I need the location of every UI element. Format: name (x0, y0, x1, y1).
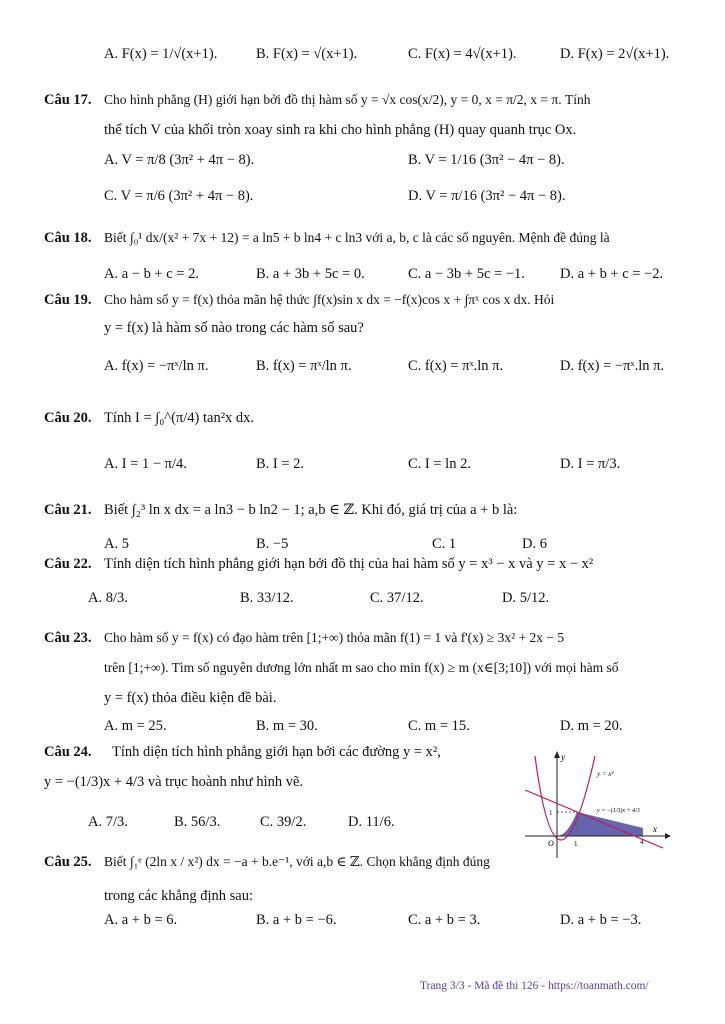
q25-number: Câu 25. (44, 854, 92, 870)
q17-number: Câu 17. (44, 92, 92, 108)
q21-number: Câu 21. (44, 502, 92, 518)
q24-label-one-x: 1 (574, 840, 578, 848)
q25-option-d: D. a + b = −3. (560, 912, 642, 928)
q25-option-b: B. a + b = −6. (256, 912, 337, 928)
q21-text: Biết ∫₂³ ln x dx = a ln3 − b ln2 − 1; a,b ∈ ℤ. Khi đó, giá trị của a + b là: (104, 502, 518, 518)
q17-option-c: C. V = π/6 (3π² + 4π − 8). (104, 188, 254, 204)
q24-label-four-x: 4 (640, 838, 644, 846)
q20-option-b: B. I = 2. (256, 456, 305, 472)
q24-graph (525, 748, 673, 860)
q18-number: Câu 18. (44, 230, 92, 246)
q24-text-line1: Tính diện tích hình phẳng giới hạn bởi các đường y = x², (112, 744, 441, 760)
q23-text-line1: Cho hàm số y = f(x) có đạo hàm trên [1;+∞) thỏa mãn f(1) = 1 và f'(x) ≥ 3x² + 2x − 5 (104, 630, 565, 645)
q17-option-a: A. V = π/8 (3π² + 4π − 8). (104, 152, 255, 168)
q24-text-line2: y = −(1/3)x + 4/3 và trục hoành như hình vẽ. (44, 774, 304, 790)
q24-number: Câu 24. (44, 744, 92, 760)
q19-text-line2: y = f(x) là hàm số nào trong các hàm số sau? (104, 320, 364, 336)
q20-option-c: C. I = ln 2. (408, 456, 471, 472)
q24-option-c: C. 39/2. (260, 814, 307, 830)
q22-number: Câu 22. (44, 556, 92, 572)
q19-text-line1: Cho hàm số y = f(x) thỏa mãn hệ thức ∫f(x)sin x dx = −f(x)cos x + ∫πˣ cos x dx. Hỏi (104, 292, 555, 307)
q23-text-line3: y = f(x) thỏa điều kiện đề bài. (104, 690, 277, 706)
q24-label-line: y = −(1/3)x + 4/3 (597, 808, 640, 814)
q16-option-d: D. F(x) = 2√(x+1). (560, 46, 670, 62)
q18-text: Biết ∫₀¹ dx/(x² + 7x + 12) = a ln5 + b ln4 + c ln3 với a, b, c là các số nguyên. Mệnh đề đúng là (104, 230, 610, 245)
q22-option-d: D. 5/12. (502, 590, 550, 606)
q20-number: Câu 20. (44, 410, 92, 426)
q17-option-d: D. V = π/16 (3π² − 4π − 8). (408, 188, 566, 204)
q23-text-line2: trên [1;+∞). Tìm số nguyên dương lớn nhất m sao cho min f(x) ≥ m (x∈[3;10]) với mọi hàm số (104, 660, 619, 675)
q24-option-a: A. 7/3. (88, 814, 128, 830)
q22-option-a: A. 8/3. (88, 590, 128, 606)
q22-option-b: B. 33/12. (240, 590, 294, 606)
q24-x-arrow (665, 833, 671, 839)
q17-text-line2: thể tích V của khối tròn xoay sinh ra khi cho hình phẳng (H) quay quanh trục Ox. (104, 122, 577, 138)
q20-text: Tính I = ∫₀^(π/4) tan²x dx. (104, 410, 255, 426)
q18-option-d: D. a + b + c = −2. (560, 266, 664, 282)
q24-option-d: D. 11/6. (348, 814, 395, 830)
q23-option-b: B. m = 30. (256, 718, 318, 734)
q21-option-c: C. 1 (432, 536, 457, 552)
q20-option-d: D. I = π/3. (560, 456, 621, 472)
q24-label-origin: O (548, 839, 554, 848)
q23-number: Câu 23. (44, 630, 92, 646)
page-footer: Trang 3/3 - Mã đề thi 126 - https://toanmath.com/ (420, 980, 649, 992)
q25-text-line2: trong các khẳng định sau: (104, 888, 253, 904)
q16-option-c: C. F(x) = 4√(x+1). (408, 46, 517, 62)
q24-label-parabola: y = x² (597, 770, 614, 778)
q20-option-a: A. I = 1 − π/4. (104, 456, 187, 472)
q21-option-a: A. 5 (104, 536, 129, 552)
q16-option-a: A. F(x) = 1/√(x+1). (104, 46, 218, 62)
q25-option-c: C. a + b = 3. (408, 912, 481, 928)
q24-label-y: y (561, 752, 565, 762)
q19-number: Câu 19. (44, 292, 92, 308)
q16-option-b: B. F(x) = √(x+1). (256, 46, 358, 62)
q23-option-c: C. m = 15. (408, 718, 470, 734)
q17-text-line1: Cho hình phẳng (H) giới hạn bởi đồ thị hàm số y = √x cos(x/2), y = 0, x = π/2, x = π. Tính (104, 92, 591, 107)
q25-text-line1: Biết ∫₁ᵉ (2ln x / x²) dx = −a + b.e⁻¹, với a,b ∈ ℤ. Chọn khẳng định đúng (104, 854, 490, 869)
q24-y-arrow (554, 751, 560, 758)
q21-option-d: D. 6 (522, 536, 547, 552)
q17-option-b: B. V = 1/16 (3π² − 4π − 8). (408, 152, 565, 168)
q22-text: Tính diện tích hình phẳng giới hạn bởi đồ thị của hai hàm số y = x³ − x và y = x − x² (104, 556, 594, 572)
q19-option-c: C. f(x) = πˣ.ln π. (408, 358, 504, 374)
q23-option-d: D. m = 20. (560, 718, 623, 734)
q24-label-x: x (653, 824, 657, 834)
q18-option-c: C. a − 3b + 5c = −1. (408, 266, 525, 282)
q18-option-b: B. a + 3b + 5c = 0. (256, 266, 365, 282)
q24-option-b: B. 56/3. (174, 814, 221, 830)
q24-label-one-y: 1 (549, 809, 553, 817)
q19-option-d: D. f(x) = −πˣ.ln π. (560, 358, 665, 374)
q18-option-a: A. a − b + c = 2. (104, 266, 200, 282)
q19-option-a: A. f(x) = −πˣ/ln π. (104, 358, 209, 374)
q25-option-a: A. a + b = 6. (104, 912, 178, 928)
q19-option-b: B. f(x) = πˣ/ln π. (256, 358, 352, 374)
q22-option-c: C. 37/12. (370, 590, 424, 606)
q21-option-b: B. −5 (256, 536, 289, 552)
q23-option-a: A. m = 25. (104, 718, 167, 734)
